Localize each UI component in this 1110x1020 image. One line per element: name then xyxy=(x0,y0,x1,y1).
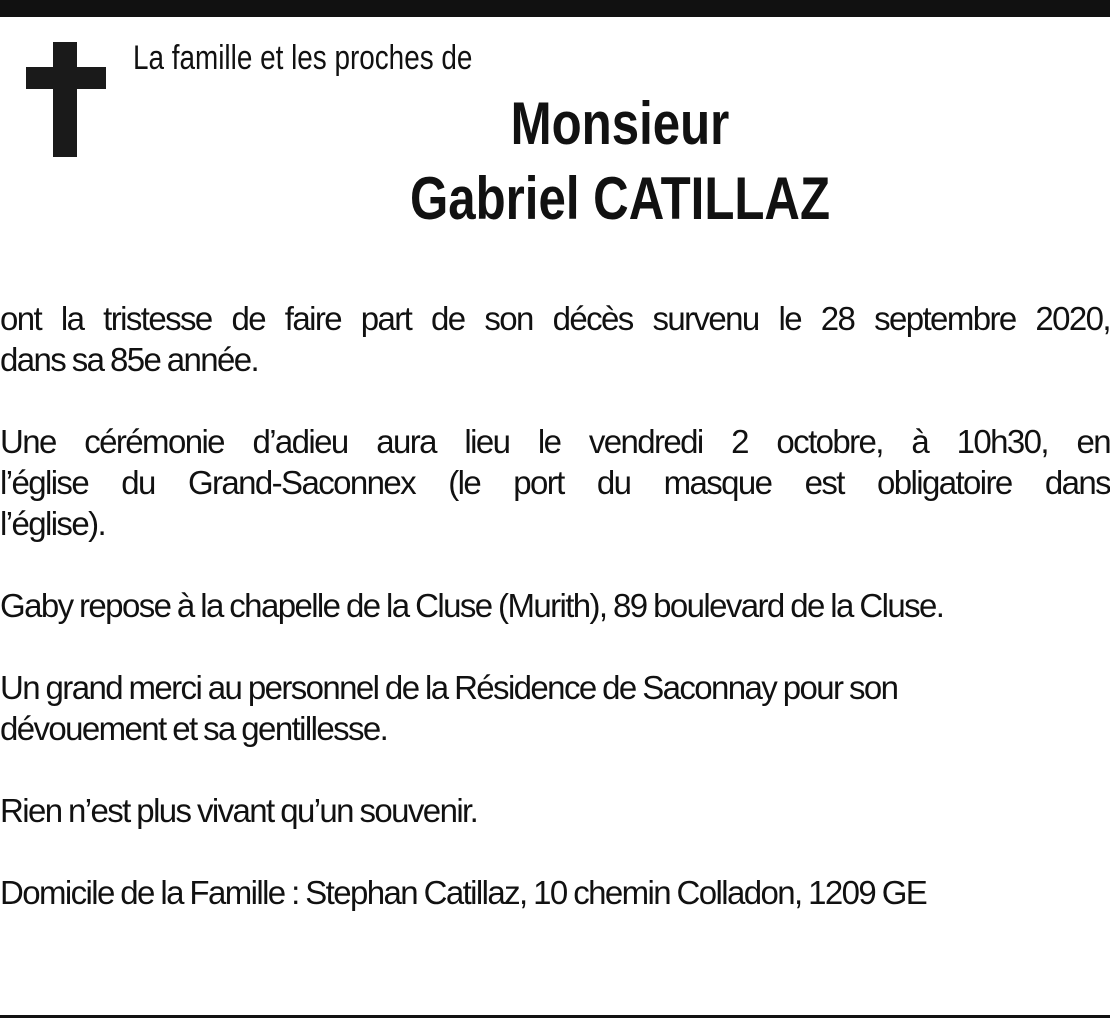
text-line: l’église). xyxy=(0,505,106,542)
bottom-rule xyxy=(0,1015,1110,1018)
paragraph-death-notice xyxy=(0,298,1110,380)
text-line: ont la tristesse de faire part de son décès survenu le 28 septembre 2020, xyxy=(0,300,1110,337)
paragraph-thanks xyxy=(0,667,1110,749)
text-line: l’église du Grand-Saconnex (le port du masque est obligatoire dans xyxy=(0,464,1110,501)
text-line: dévouement et sa gentillesse. xyxy=(0,710,388,747)
cross-horizontal-bar xyxy=(26,67,106,89)
paragraph-family-address xyxy=(0,872,1110,913)
honorific-title: Monsieur xyxy=(510,90,730,157)
top-rule xyxy=(0,0,1110,17)
deceased-name: Gabriel CATILLAZ xyxy=(409,165,831,232)
text-line: Domicile de la Famille : Stephan Catillaz, 10 chemin Colladon, 1209 GE xyxy=(0,874,927,911)
deceased-name-block xyxy=(358,86,883,236)
text-line: Un grand merci au personnel de la Résidence de Saconnay pour son xyxy=(0,669,898,706)
paragraph-ceremony xyxy=(0,421,1110,544)
text-line: Une cérémonie d’adieu aura lieu le vendredi 2 octobre, à 10h30, en xyxy=(0,423,1110,460)
text-line: Rien n’est plus vivant qu’un souvenir. xyxy=(0,792,478,829)
cross-vertical-bar xyxy=(53,42,77,157)
intro-text: La famille et les proches de xyxy=(133,39,473,77)
announcement-body xyxy=(0,298,1110,913)
latin-cross-icon xyxy=(26,42,106,157)
text-line: dans sa 85e année. xyxy=(0,341,259,378)
text-line: Gaby repose à la chapelle de la Cluse (Murith), 89 boulevard de la Cluse. xyxy=(0,587,944,624)
paragraph-chapel xyxy=(0,585,1110,626)
paragraph-quote xyxy=(0,790,1110,831)
